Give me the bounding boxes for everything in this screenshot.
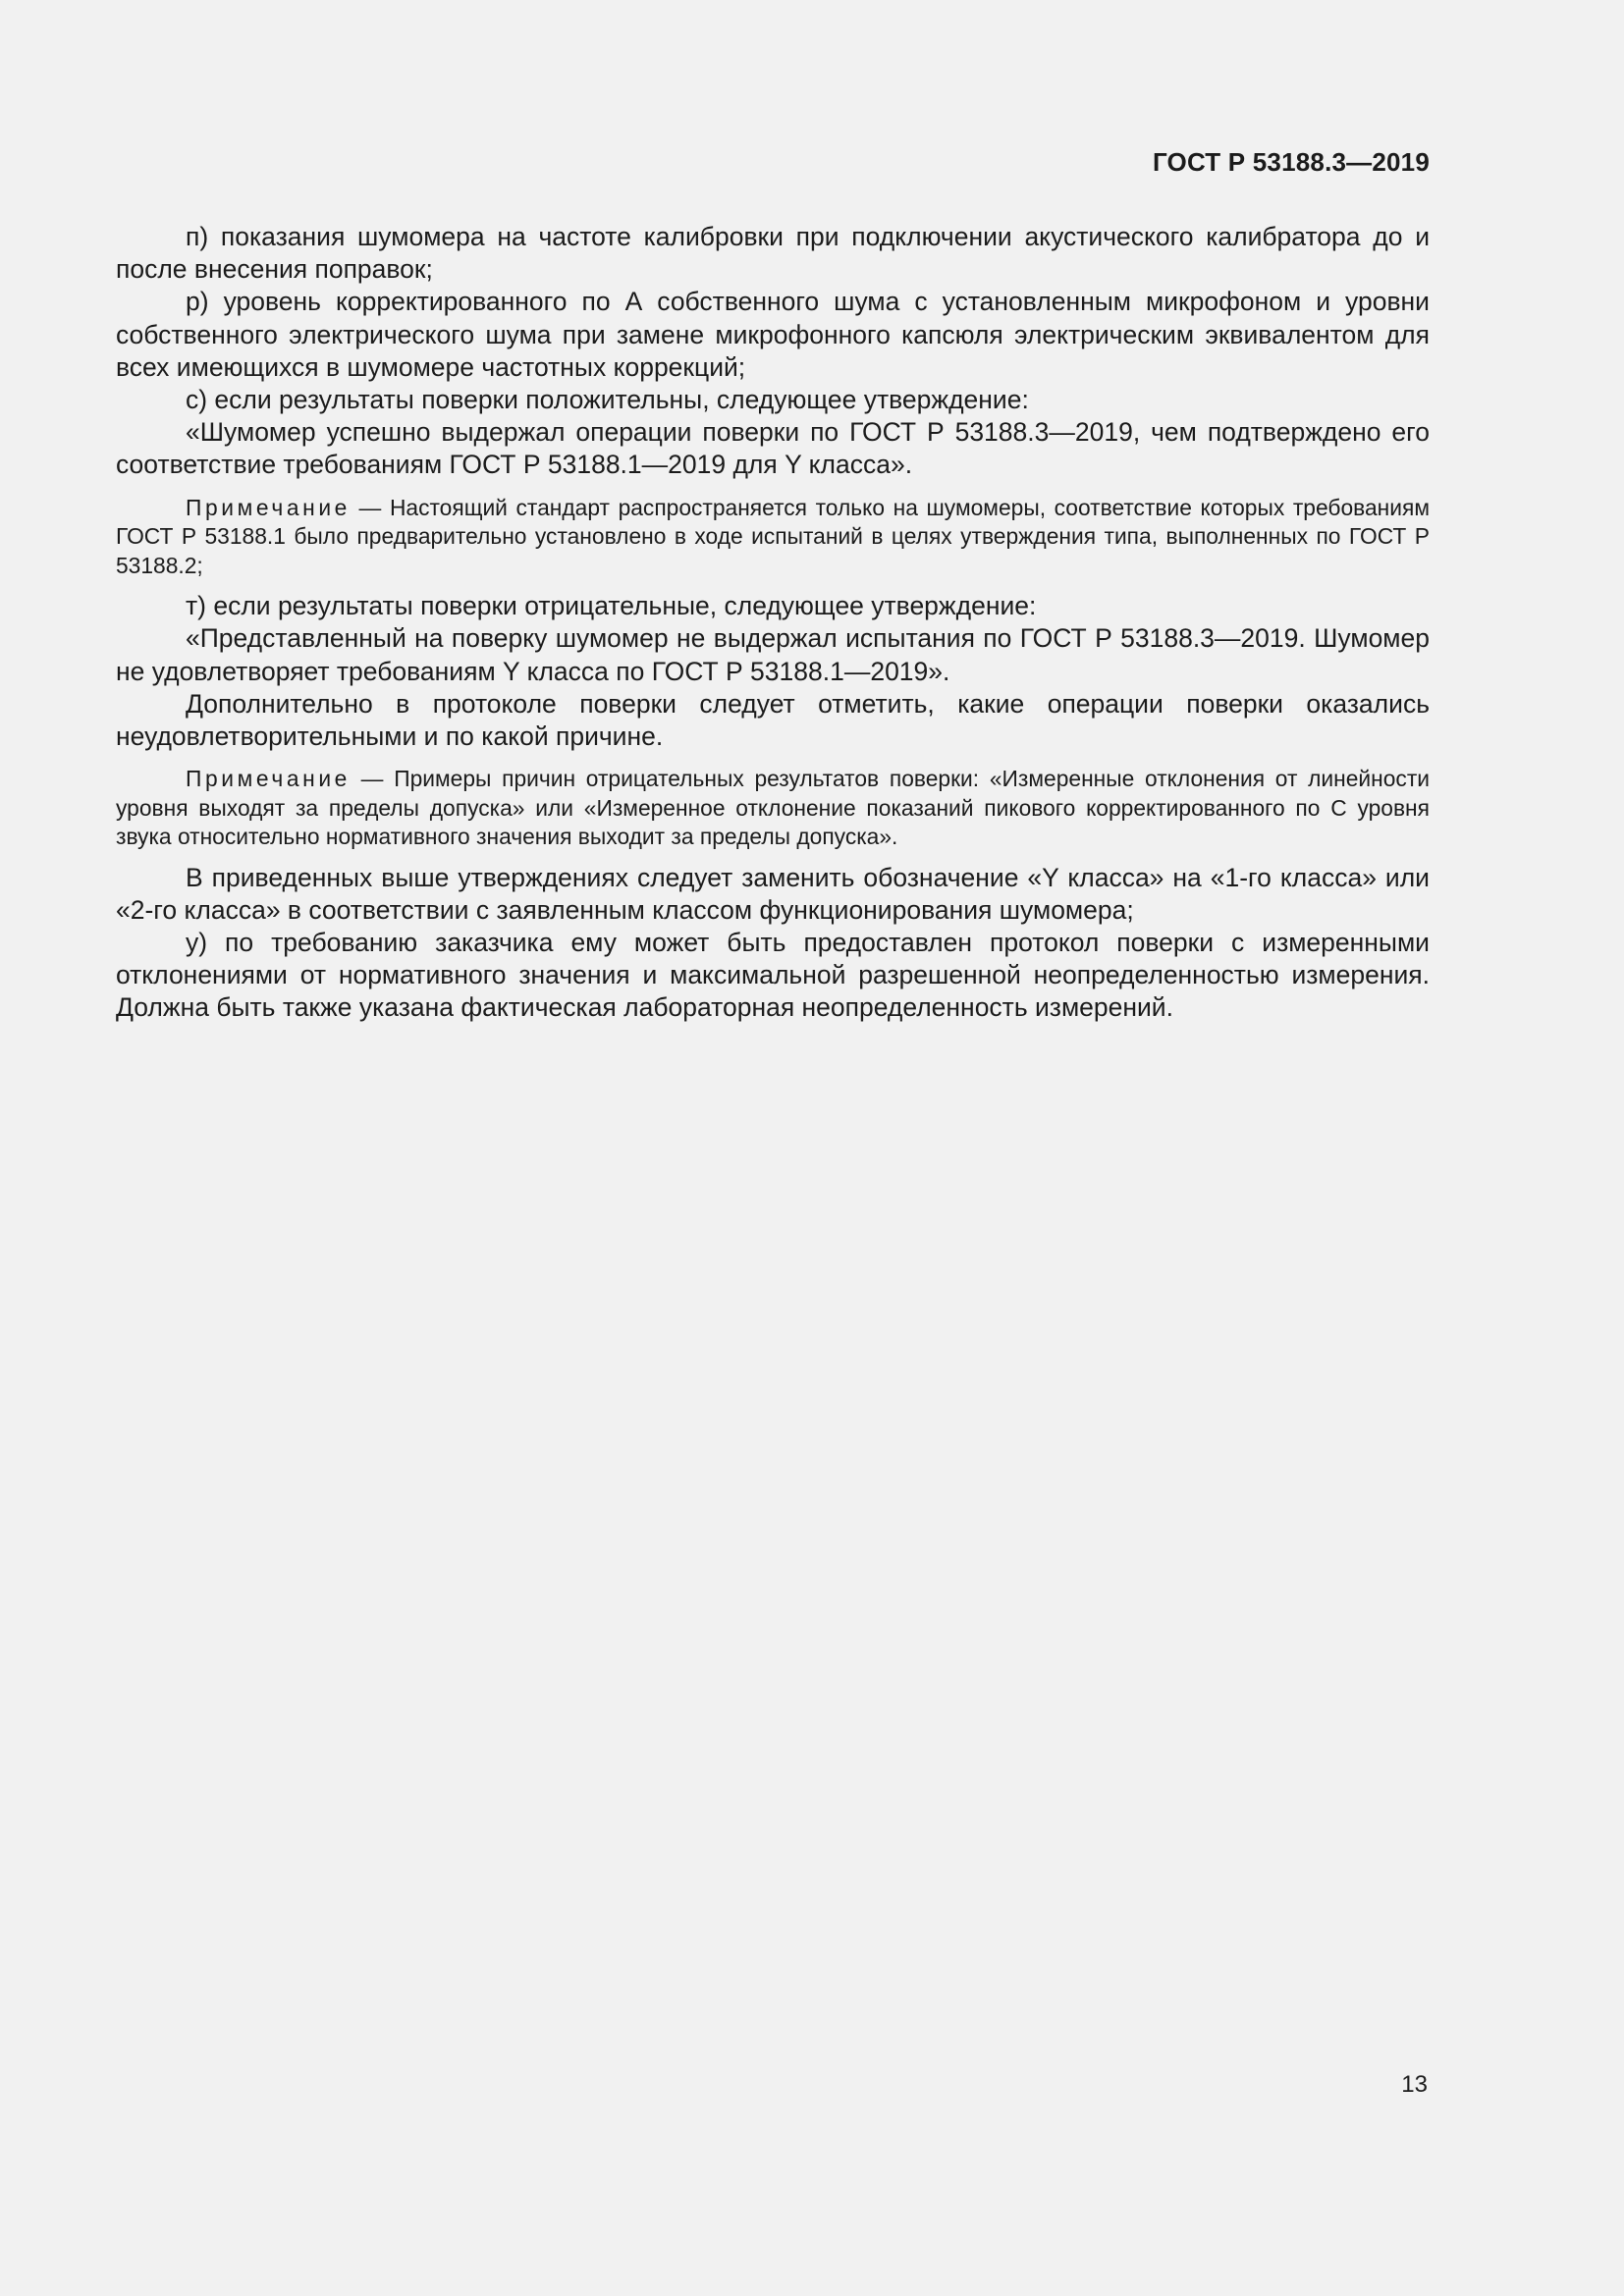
note-1 <box>116 494 1430 581</box>
quote-positive: «Шумомер успешно выдержал операции поверки по ГОСТ Р 53188.3—2019, чем подтверждено его соответствие требованиям ГОСТ Р 53188.1—2019 для Y класса». <box>116 417 1430 480</box>
replace-paragraph: В приведенных выше утверждениях следует заменить обозначение «Y класса» на «1-го класса» или «2-го класса» в соответствии с заявленным классом функционирования шумомера; <box>116 862 1430 925</box>
note-2 <box>116 765 1430 852</box>
note-2-text: — Примеры причин отрицательных результатов поверки: «Измеренные отклонения от линейности уровня выходят за пределы допуска» или «Измеренное отклонение показаний пикового корректированного по С уровня звука относительно нормативного значения выходит за пределы допуска». <box>116 766 1430 850</box>
note-2-lead: Примечание <box>186 766 351 792</box>
note-1-text: — Настоящий стандарт распространяется только на шумомеры, соответствие которых требованиям ГОСТ Р 53188.1 было предварительно установлено в ходе испытаний в целях утверждения типа, выполненных по ГОСТ Р 53188.2; <box>116 494 1430 578</box>
note-1-lead: Примечание <box>186 494 351 520</box>
additional-paragraph: Дополнительно в протоколе поверки следует отметить, какие операции поверки оказались неудовлетворительными и по какой причине. <box>116 688 1430 751</box>
list-item-r: р) уровень корректированного по А собственного шума с установленным микрофоном и уровни собственного электрического шума при замене микрофонного капсюля электрическим эквивалентом для всех имеющихся в шумомере частотных коррекций; <box>116 287 1430 382</box>
quote-negative: «Представленный на поверку шумомер не выдержал испытания по ГОСТ Р 53188.3—2019. Шумомер не удовлетворяет требованиям Y класса по ГОСТ Р 53188.1—2019». <box>116 623 1430 686</box>
document-body <box>116 221 1430 1025</box>
page-number: 13 <box>1401 2071 1428 2098</box>
list-item-n: п) показания шумомера на частоте калибровки при подключении акустического калибратора до и после внесения поправок; <box>116 222 1430 285</box>
document-header: ГОСТ Р 53188.3—2019 <box>1152 147 1430 177</box>
list-item-s: с) если результаты поверки положительны, следующее утверждение: <box>186 385 1029 415</box>
list-item-u: у) по требованию заказчика ему может быть предоставлен протокол поверки с измеренными отклонениями от нормативного значения и максимальной разрешенной неопределенностью измерения. Должна быть также указана фактическая лабораторная неопределенность измерений. <box>116 928 1430 1023</box>
list-item-t: т) если результаты поверки отрицательные, следующее утверждение: <box>186 591 1037 621</box>
